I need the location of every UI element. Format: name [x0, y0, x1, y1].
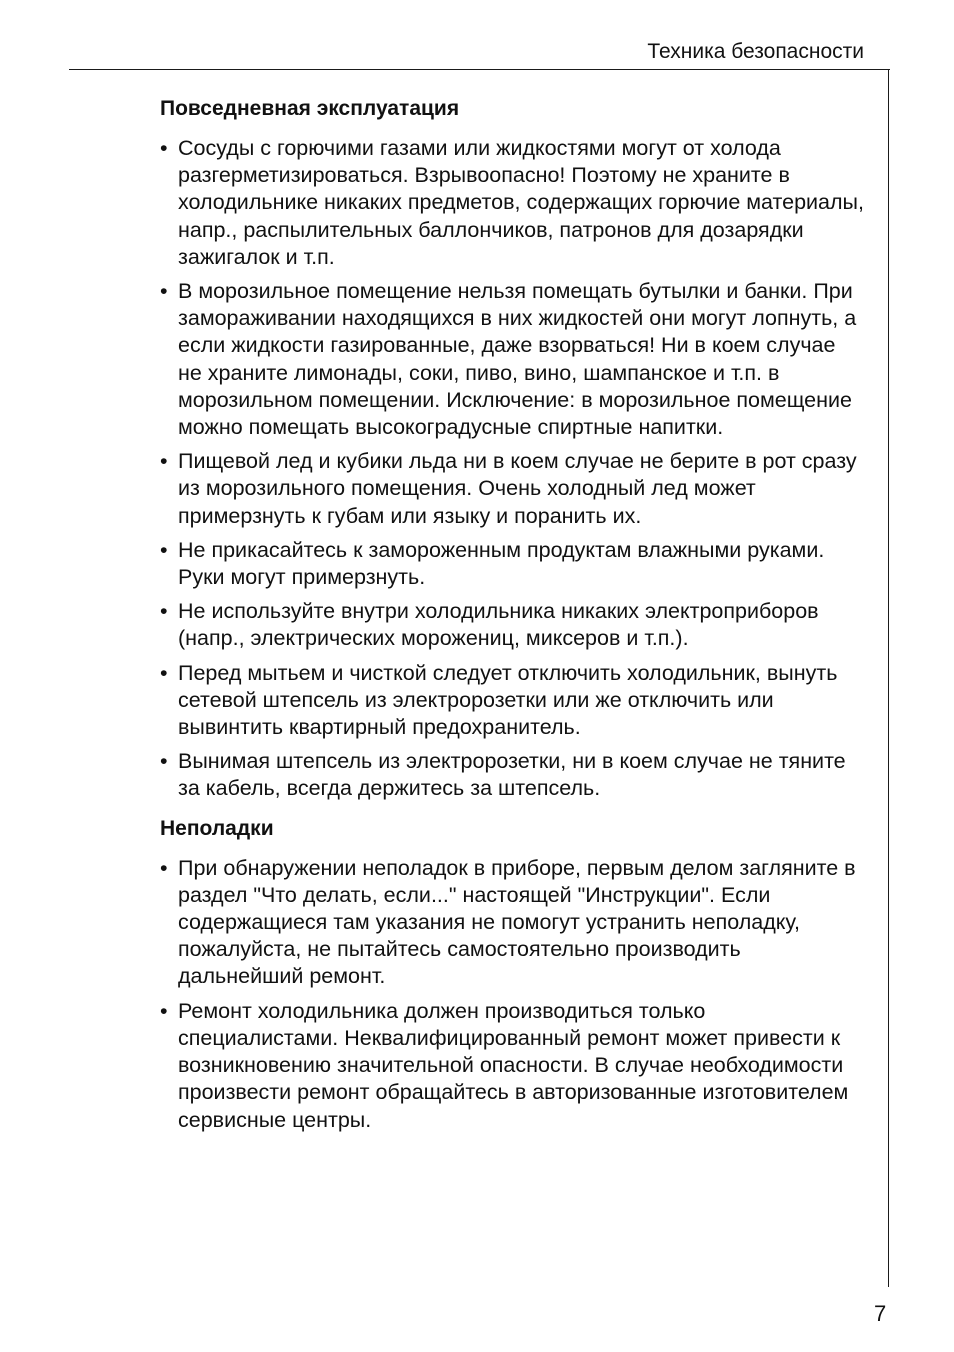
bullet-icon: • [160, 599, 168, 624]
list-item [160, 135, 865, 271]
list-item-text: В морозильное помещение нельзя помещать бутылки и банки. При замораживании находящихся в них жидкостей они могут лопнуть, а если жидкости газированные, даже взорваться! Ни в коем случае не храните лимонады, соки, пиво, вино, шампанское и т.п. в морозильном помещении. Исключение: в морозильное помещение можно помещать высокоградусные спиртные напитки. [178, 279, 857, 440]
document-body [160, 95, 865, 1146]
page-header-title: Техника безопасности [647, 40, 864, 63]
list-item-text: Ремонт холодильника должен производиться только специалистами. Неквалифицированный ремонт может привести к возникновению значительной опасности. В случае необходимости произвести ремонт обращайтесь в авторизованные изготовителем сервисные центры. [178, 998, 849, 1132]
bullet-icon: • [160, 660, 168, 685]
list-item-text: Сосуды с горючими газами или жидкостями могут от холода разгерметизироваться. Взрывоопасно! Поэтому не храните в холодильнике никаких предметов, содержащих горючие материалы, напр., распылительных баллончиков, патронов для дозарядки зажигалок и т.п. [178, 136, 864, 269]
list-item [160, 748, 865, 802]
list-item [160, 598, 865, 652]
header-divider [69, 69, 890, 70]
list-item [160, 855, 865, 991]
list-item-text: Не прикасайтесь к замороженным продуктам влажными руками. Руки могут примерзнуть. [178, 537, 825, 590]
section-daily-use [160, 95, 865, 803]
list-item-text: Пищевой лед и кубики льда ни в коем случае не берите в рот сразу из морозильного помещения. Очень холодный лед может примерзнуть к губам или языку и поранить их. [178, 449, 857, 528]
bullet-icon: • [160, 998, 168, 1023]
list-item [160, 278, 865, 441]
bullet-icon: • [160, 537, 168, 562]
list-item-text: Вынимая штепсель из электророзетки, ни в коем случае не тяните за кабель, всегда держитесь за штепсель. [178, 749, 846, 801]
page-number: 7 [874, 1301, 887, 1326]
right-margin-rule [888, 69, 889, 1287]
bullet-icon: • [160, 136, 168, 160]
list-item [160, 660, 865, 742]
bullet-icon: • [160, 449, 168, 474]
section-heading: Повседневная эксплуатация [160, 97, 460, 120]
list-item [160, 537, 865, 591]
list-item-text: Не используйте внутри холодильника никаких электроприборов (напр., электрических морожениц, миксеров и т.п.). [178, 599, 819, 651]
bullet-icon: • [160, 855, 168, 880]
bullet-icon: • [160, 279, 168, 304]
section-heading: Неполадки [160, 816, 274, 840]
bullet-list [160, 135, 865, 803]
list-item-text: Перед мытьем и чисткой следует отключить холодильник, вынуть сетевой штепсель из электророзетки или же отключить или вывинтить квартирный предохранитель. [178, 660, 838, 740]
bullet-list [160, 855, 865, 1134]
section-malfunctions [160, 815, 865, 1134]
list-item [160, 448, 865, 530]
list-item-text: При обнаружении неполадок в приборе, первым делом загляните в раздел "Что делать, если..." настоящей "Инструкции". Если содержащиеся там указания не помогут устранить неполадку, пожалуйста, не пытайтесь самостоятельно производить дальнейший ремонт. [178, 855, 856, 989]
list-item [160, 998, 865, 1134]
bullet-icon: • [160, 749, 168, 774]
